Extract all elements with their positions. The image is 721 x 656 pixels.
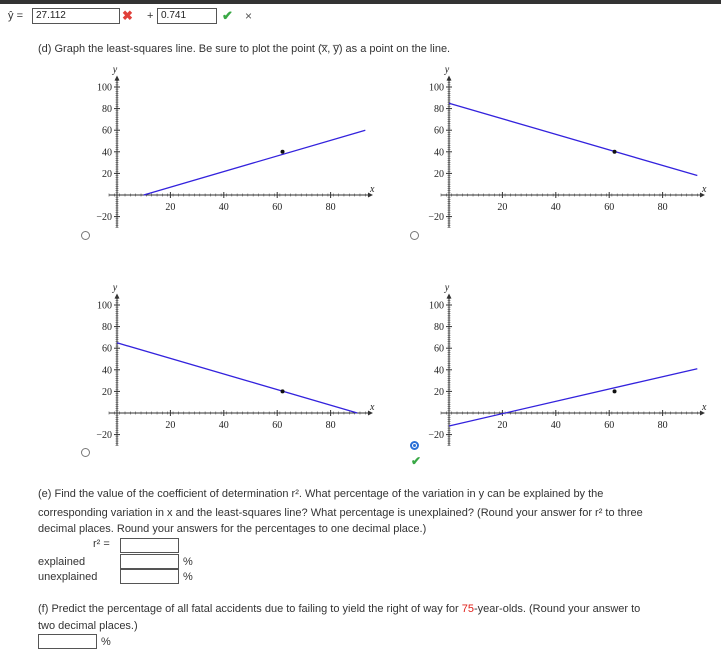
x-axis-label: x [701,402,707,413]
x-tick-label: 40 [218,420,229,431]
prediction-input[interactable] [38,634,97,649]
prediction-percent: % [101,636,111,648]
unexplained-percent: % [183,571,193,583]
y-tick-label: 40 [434,147,444,159]
r-squared-label: r² = [93,538,110,550]
y-tick-label: 80 [102,322,112,334]
graph-correct-check-icon: ✔ [411,454,422,468]
mean-point [613,389,617,393]
least-squares-line [117,343,357,413]
x-tick-label: 60 [272,202,283,213]
y-tick-label: 80 [434,104,444,116]
x-tick-label: 20 [165,420,176,431]
x-tick-label: 40 [550,202,561,213]
graph-option-d[interactable] [410,278,710,453]
x-tick-label: 20 [165,202,176,213]
y-axis-label: y [444,282,450,294]
x-tick-label: 80 [325,420,336,431]
y-tick-label: 60 [102,125,112,137]
radio-graph-a[interactable] [81,231,90,240]
y-tick-label: 60 [434,343,444,355]
y-axis-label: y [112,282,118,294]
y-tick-label: 20 [434,168,444,180]
part-e-prompt-line1: (e) Find the value of the coefficient of determination r². What percentage of the variation in y can be explained by the [38,488,604,500]
y-axis-label: y [112,64,118,76]
part-f-prompt-line2: two decimal places.) [38,620,138,632]
y-axis-arrow [447,294,452,299]
y-tick-label: 60 [102,343,112,355]
x-tick-label: 80 [325,202,336,213]
part-e-prompt-line3: decimal places. Round your answers for the percentages to one decimal place.) [38,523,427,535]
graph-option-a[interactable] [78,60,378,235]
x-tick-label: 40 [218,202,229,213]
radio-graph-b[interactable] [410,231,419,240]
top-bar [0,0,721,4]
least-squares-line [449,103,697,175]
graph-option-c[interactable] [78,278,378,453]
unexplained-label: unexplained [38,571,98,583]
x-tick-label: 60 [272,420,283,431]
y-tick-label: 20 [102,168,112,180]
y-tick-label: 20 [434,386,444,398]
part-e-prompt-line2: corresponding variation in x and the least-squares line? What percentage is unexplained? (Round your answer for r² to three [38,507,643,519]
mean-point [613,150,617,154]
y-tick-label: 80 [434,322,444,334]
x-tick-label: 80 [657,420,668,431]
unexplained-input[interactable] [120,569,179,584]
mean-point [281,389,285,393]
x-axis-label: x [369,184,375,195]
x-tick-label: 20 [497,202,508,213]
mean-point [281,150,285,154]
explained-percent: % [183,556,193,568]
y-tick-label: 60 [434,125,444,137]
clear-x-icon[interactable]: × [245,9,253,23]
y-tick-label: 100 [429,82,444,94]
y-tick-label: −20 [428,212,444,224]
least-squares-line [449,369,697,426]
part-f-prompt-line1: (f) Predict the percentage of all fatal accidents due to failing to yield the right of way for 75-year-olds. (Round your answer to [38,603,641,615]
graph-option-b[interactable] [410,60,710,235]
x-tick-label: 60 [604,202,615,213]
explained-label: explained [38,556,86,568]
y-axis-arrow [115,76,120,81]
part-d-prompt: (d) Graph the least-squares line. Be sure to plot the point (x̅, y̅) as a point on the line. [38,43,451,55]
y-tick-label: −20 [428,430,444,442]
slope-input[interactable]: 27.112 [32,8,120,24]
incorrect-x-icon: ✖ [122,8,133,23]
x-axis-label: x [369,402,375,413]
y-tick-label: 100 [97,82,112,94]
y-tick-label: 40 [102,147,112,159]
intercept-input[interactable]: 0.741 [157,8,217,24]
y-tick-label: −20 [96,212,112,224]
r-squared-input[interactable] [120,538,179,553]
y-tick-label: −20 [96,430,112,442]
explained-input[interactable] [120,554,179,569]
y-hat-label: ŷ = [8,10,23,22]
y-tick-label: 40 [102,365,112,377]
age-value: 75 [461,603,474,615]
radio-graph-d[interactable] [410,441,419,450]
x-tick-label: 80 [657,202,668,213]
x-tick-label: 40 [550,420,561,431]
y-tick-label: 40 [434,365,444,377]
y-tick-label: 100 [429,300,444,312]
radio-graph-c[interactable] [81,448,90,457]
y-axis-label: y [444,64,450,76]
correct-check-icon: ✔ [222,8,233,23]
x-tick-label: 60 [604,420,615,431]
least-squares-line [144,130,366,195]
y-tick-label: 80 [102,104,112,116]
x-axis-label: x [701,184,707,195]
x-tick-label: 20 [497,420,508,431]
y-axis-arrow [115,294,120,299]
y-tick-label: 20 [102,386,112,398]
plus-sign: + [147,10,154,22]
y-tick-label: 100 [97,300,112,312]
y-axis-arrow [447,76,452,81]
